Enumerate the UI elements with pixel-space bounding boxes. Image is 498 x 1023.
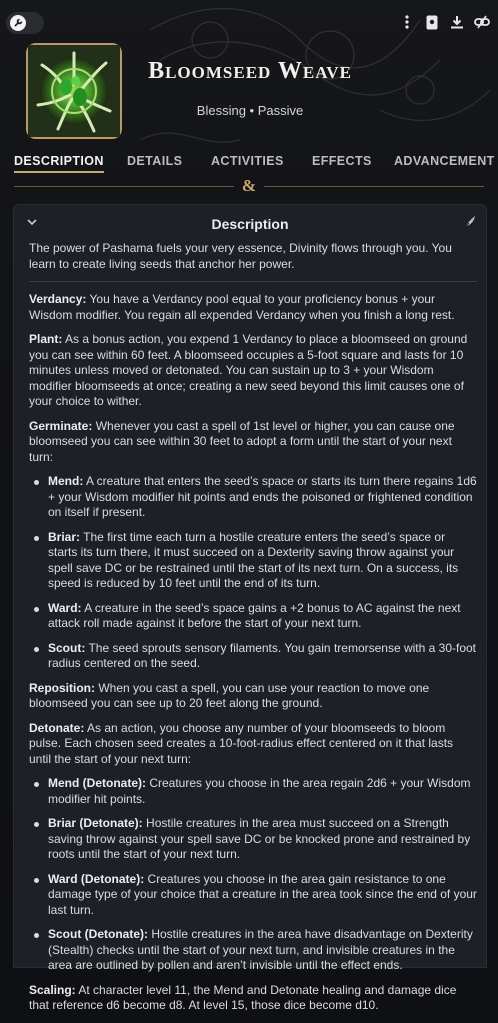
item-title[interactable]: Bloomseed Weave (148, 58, 352, 84)
feather-edit-icon[interactable] (462, 215, 476, 229)
scaling-paragraph (29, 983, 477, 1014)
tab-advancement[interactable]: ADVANCEMENT (394, 154, 495, 168)
tab-effects[interactable]: EFFECTS (312, 154, 372, 168)
scout-label: Scout: (48, 640, 86, 655)
scout-text: The seed sprouts sensory filaments. You gain tremorsense with a 30-foot radius centered on the seed. (48, 640, 477, 670)
dnd-ampersand-icon: & (241, 176, 257, 195)
sheet-tabs (0, 154, 498, 178)
list-item (29, 601, 477, 632)
plant-label: Plant: (29, 332, 63, 346)
germinate-list (29, 474, 477, 672)
item-portrait[interactable] (26, 43, 122, 139)
briar-detonate-text: Hostile creatures in the area must succeed on a Strength saving throw against your spell save DC or be knocked prone and restrained by roots until the start of your next turn. (48, 816, 471, 861)
mend-text: A creature that enters the seed’s space or starts its turn there regains 1d6 + your Wisdom modifier hit points and ends the poisoned or frightened condition on itself if present. (48, 474, 477, 519)
reposition-label: Reposition: (29, 680, 95, 695)
list-item (29, 641, 477, 672)
plant-text: As a bonus action, you expend 1 Verdancy to place a bloomseed on ground you can see within 60 feet. A bloomseed occupies a 5-foot square and lasts for 10 minutes unless moved or detonated. You can sustain up to 3 + your Wisdom modifier bloomseeds at once; creating a new seed beyond this limit causes one of your choice to wither. (29, 332, 468, 408)
plant-paragraph (29, 332, 477, 410)
wrench-icon (10, 15, 26, 31)
description-body (29, 241, 477, 1023)
description-panel-title: Description (211, 216, 289, 232)
tabs-divider-right (264, 186, 484, 187)
ward-detonate-text: Creatures you choose in the area gain resistance to one damage type of your choice that a creature in the area took since the end of your last turn. (48, 871, 477, 917)
mend-label: Mend: (48, 474, 84, 488)
description-panel-header[interactable] (14, 205, 486, 239)
item-subtitle: Blessing • Passive (196, 103, 304, 118)
download-icon[interactable] (449, 14, 465, 30)
mend-detonate-label: Mend (Detonate): (48, 776, 146, 790)
list-item (29, 530, 477, 592)
tab-description[interactable]: DESCRIPTION (14, 154, 104, 173)
bloomseed-artwork (28, 45, 120, 137)
reposition-text: When you cast a spell, you can use your reaction to move one bloomseed you can see up to 20 feet along the ground. (29, 680, 430, 710)
description-panel (13, 204, 487, 1012)
ward-text: A creature in the seed’s space gains a +2 bonus to AC against the next attack roll made against it before the start of your next turn. (48, 600, 461, 630)
ward-label: Ward: (48, 600, 82, 615)
list-item (29, 872, 477, 919)
scaling-text: At character level 11, the Mend and Detonate healing and damage dice that reference d6 become d8. At level 15, those dice become d10. (29, 982, 457, 1012)
section-divider (29, 281, 477, 282)
tab-activities[interactable]: ACTIVITIES (211, 154, 284, 168)
verdancy-label: Verdancy: (29, 292, 87, 306)
detonate-paragraph (29, 721, 477, 768)
link-icon[interactable] (474, 14, 490, 30)
germinate-text: Whenever you cast a spell of 1st level or higher, you can cause one bloomseed you can see within 30 feet to adopt a form until the start of your next turn: (29, 418, 455, 464)
scaling-label: Scaling: (29, 982, 76, 997)
tab-details[interactable]: DETAILS (127, 154, 183, 168)
reposition-paragraph (29, 681, 477, 712)
list-item (29, 776, 477, 807)
intro-paragraph: The power of Pashama fuels your very essence, Divinity flows through you. You learn to create living seeds that anchor her power. (29, 241, 452, 271)
scout-detonate-text: Hostile creatures in the area have disadvantage on Dexterity (Stealth) checks until the start of your next turn, and invisible creatures in the area are outlined by pollen and aren’t invisible until the effect ends. (48, 927, 473, 972)
list-item (29, 816, 477, 863)
kebab-menu-icon[interactable] (399, 14, 415, 30)
detonate-list (29, 776, 477, 974)
list-item (29, 474, 477, 521)
verdancy-paragraph (29, 292, 477, 323)
germinate-paragraph (29, 419, 477, 466)
document-icon[interactable] (424, 14, 440, 30)
mend-detonate-text: Creatures you choose in the area regain 2d6 + your Wisdom modifier hit points. (48, 776, 471, 806)
detonate-text: As an action, you choose any number of your bloomseeds to bloom pulse. Each chosen seed creates a 10-foot-radius effect centered on it that lasts until the start of your next turn: (29, 720, 454, 766)
germinate-label: Germinate: (29, 418, 93, 433)
scout-detonate-label: Scout (Detonate): (48, 927, 148, 941)
briar-detonate-label: Briar (Detonate): (48, 816, 143, 830)
briar-text: The first time each turn a hostile creature enters the seed’s space or starts its turn there, it must succeed on a Dexterity saving throw against your spell save DC or be restrained until the start of its next turn. On a success, its speed is reduced by 10 feet until the end of its turn. (48, 529, 459, 590)
list-item (29, 927, 477, 974)
sheet-menu-toggle[interactable] (6, 12, 44, 34)
briar-label: Briar: (48, 529, 81, 544)
verdancy-text: You have a Verdancy pool equal to your proficiency bonus + your Wisdom modifier. You regain all expended Verdancy when you finish a long rest. (29, 292, 455, 322)
window-header (0, 0, 498, 44)
tabs-divider-left (14, 186, 234, 187)
detonate-label: Detonate: (29, 720, 85, 735)
ward-detonate-label: Ward (Detonate): (48, 871, 145, 886)
